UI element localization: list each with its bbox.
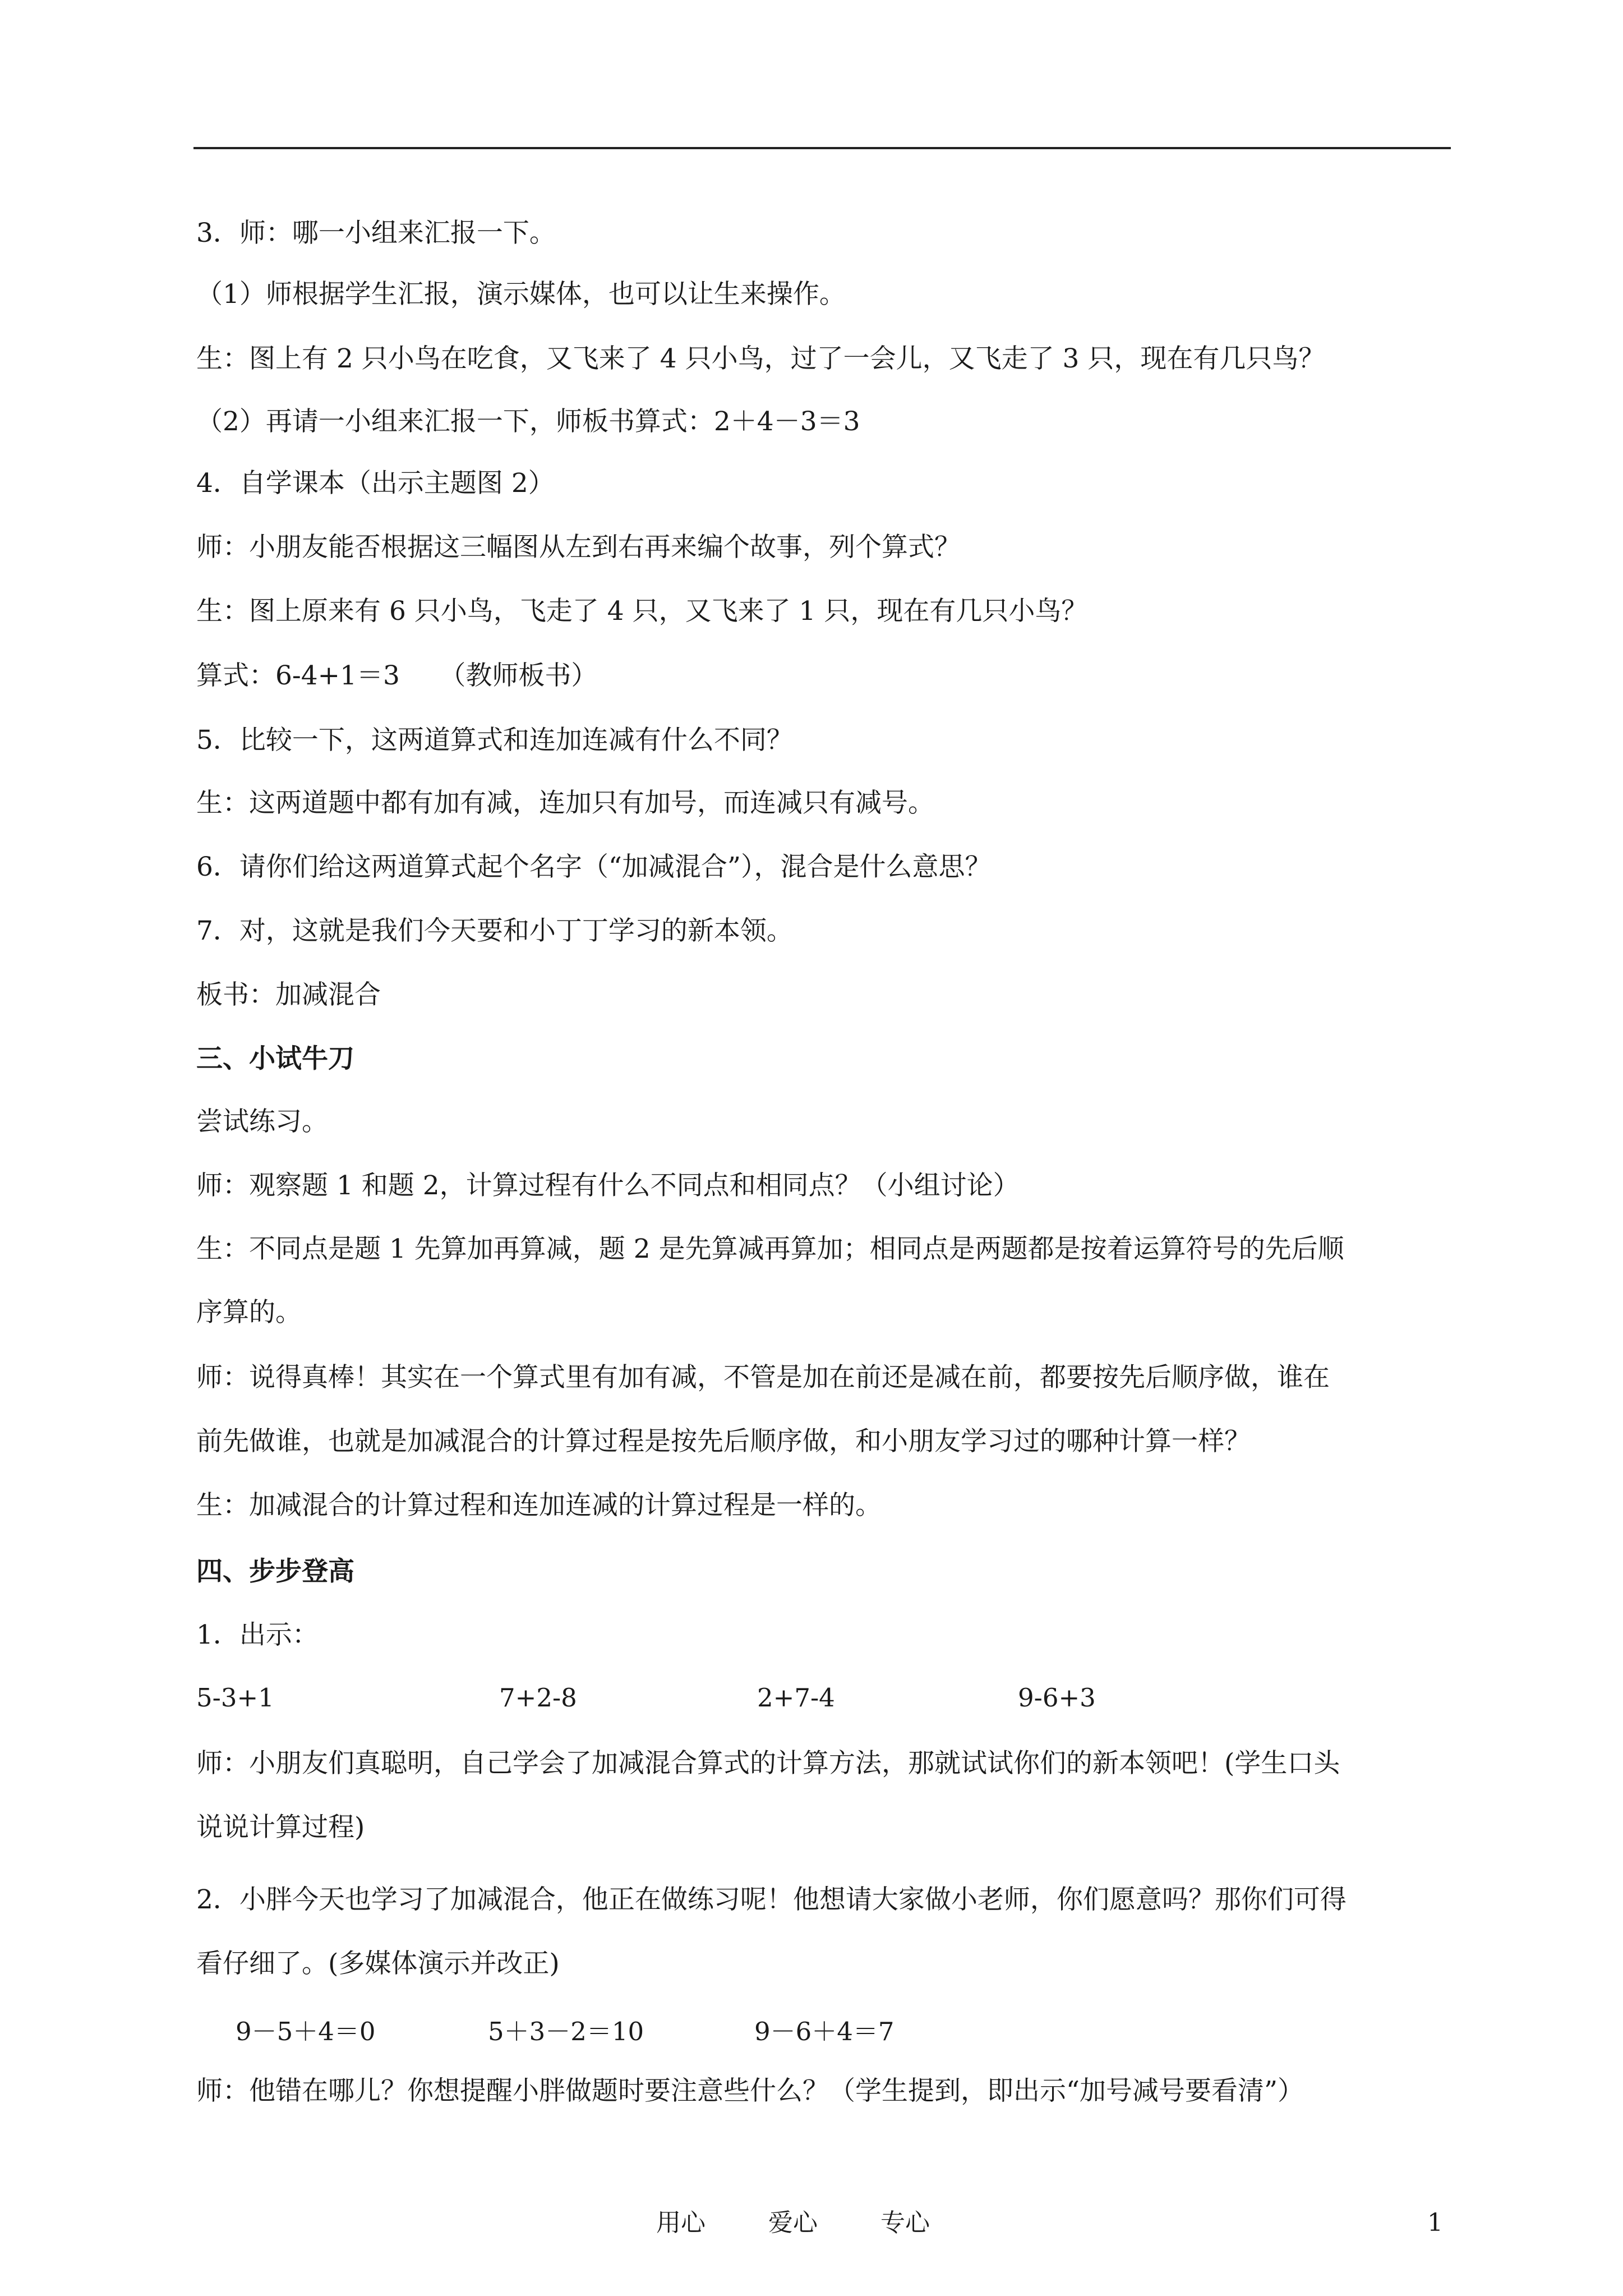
paragraph-line: 师：观察题 1 和题 2，计算过程有什么不同点和相同点？（小组讨论） xyxy=(196,1170,1020,1201)
paragraph-line: 看仔细了。(多媒体演示并改正) xyxy=(196,1948,560,1979)
footer-motto: 爱心 xyxy=(768,2208,818,2237)
header-rule xyxy=(193,147,1451,149)
section-heading: 四、步步登高 xyxy=(196,1556,354,1587)
exercise-expression: 7+2-8 xyxy=(499,1683,577,1713)
paragraph-line: 师：小朋友能否根据这三幅图从左到右再来编个故事，列个算式？ xyxy=(196,532,961,563)
paragraph-line: 师：他错在哪儿？你想提醒小胖做题时要注意些什么？（学生提到，即出示“加号减号要看清”） xyxy=(196,2076,1304,2106)
wrong-equation: 5＋3－2＝10 xyxy=(488,2017,644,2046)
paragraph-line: 6．请你们给这两道算式起个名字（“加减混合”），混合是什么意思？ xyxy=(196,852,992,882)
paragraph-line: 前先做谁，也就是加减混合的计算过程是按先后顺序做，和小朋友学习过的哪种计算一样？ xyxy=(196,1426,1251,1457)
exercise-expression: 5-3+1 xyxy=(196,1683,274,1713)
paragraph-line: 生：图上有 2 只小鸟在吃食，又飞来了 4 只小鸟，过了一会儿，又飞走了 3 只，现在有几只鸟？ xyxy=(196,343,1325,374)
paragraph-line: 7．对，这就是我们今天要和小丁丁学习的新本领。 xyxy=(196,915,793,946)
exercise-expression: 9-6+3 xyxy=(1018,1683,1096,1713)
paragraph-line: 生：加减混合的计算过程和连加连减的计算过程是一样的。 xyxy=(196,1490,882,1521)
paragraph-line: 1．出示： xyxy=(196,1619,319,1650)
paragraph-line: 师：小朋友们真聪明，自己学会了加减混合算式的计算方法，那就试试你们的新本领吧！(学生口头 xyxy=(196,1748,1340,1779)
paragraph-line: 算式：6-4+1＝3 （教师板书） xyxy=(196,660,598,691)
paragraph-line: （1）师根据学生汇报，演示媒体，也可以让生来操作。 xyxy=(196,279,846,310)
wrong-equation: 9－6＋4＝7 xyxy=(754,2017,895,2046)
paragraph-line: 生：不同点是题 1 先算加再算减，题 2 是先算减再算加；相同点是两题都是按着运算符号的先后顺 xyxy=(196,1234,1344,1264)
paragraph-line: 说说计算过程) xyxy=(196,1812,365,1843)
section-heading: 三、小试牛刀 xyxy=(196,1043,354,1074)
footer-motto: 用心 xyxy=(656,2208,706,2237)
paragraph-line: 2．小胖今天也学习了加减混合，他正在做练习呢！他想请大家做小老师，你们愿意吗？那你们可得 xyxy=(196,1884,1347,1915)
paragraph-line: 板书：加减混合 xyxy=(196,979,381,1010)
wrong-equation: 9－5＋4＝0 xyxy=(236,2017,376,2046)
exercise-list xyxy=(0,1683,1623,1717)
paragraph-line: 4．自学课本（出示主题图 2） xyxy=(196,468,555,499)
page-number: 1 xyxy=(1427,2208,1443,2237)
paragraph-line: 5．比较一下，这两道算式和连加连减有什么不同？ xyxy=(196,725,793,756)
footer-motto: 专心 xyxy=(880,2208,930,2237)
paragraph-line: 尝试练习。 xyxy=(196,1106,328,1137)
exercise-expression: 2+7-4 xyxy=(757,1683,835,1713)
paragraph-line: 生：图上原来有 6 只小鸟，飞走了 4 只，又飞来了 1 只，现在有几只小鸟？ xyxy=(196,596,1088,627)
paragraph-line: 师：说得真棒！其实在一个算式里有加有减，不管是加在前还是减在前，都要按先后顺序做，谁在 xyxy=(196,1362,1330,1393)
paragraph-line: 序算的。 xyxy=(196,1297,302,1328)
wrong-equations xyxy=(0,2011,1623,2045)
paragraph-line: 生：这两道题中都有加有减，连加只有加号，而连减只有减号。 xyxy=(196,788,934,818)
paragraph-line: 3．师：哪一小组来汇报一下。 xyxy=(196,218,556,249)
paragraph-line: （2）再请一小组来汇报一下，师板书算式：2＋4－3＝3 xyxy=(196,406,860,437)
